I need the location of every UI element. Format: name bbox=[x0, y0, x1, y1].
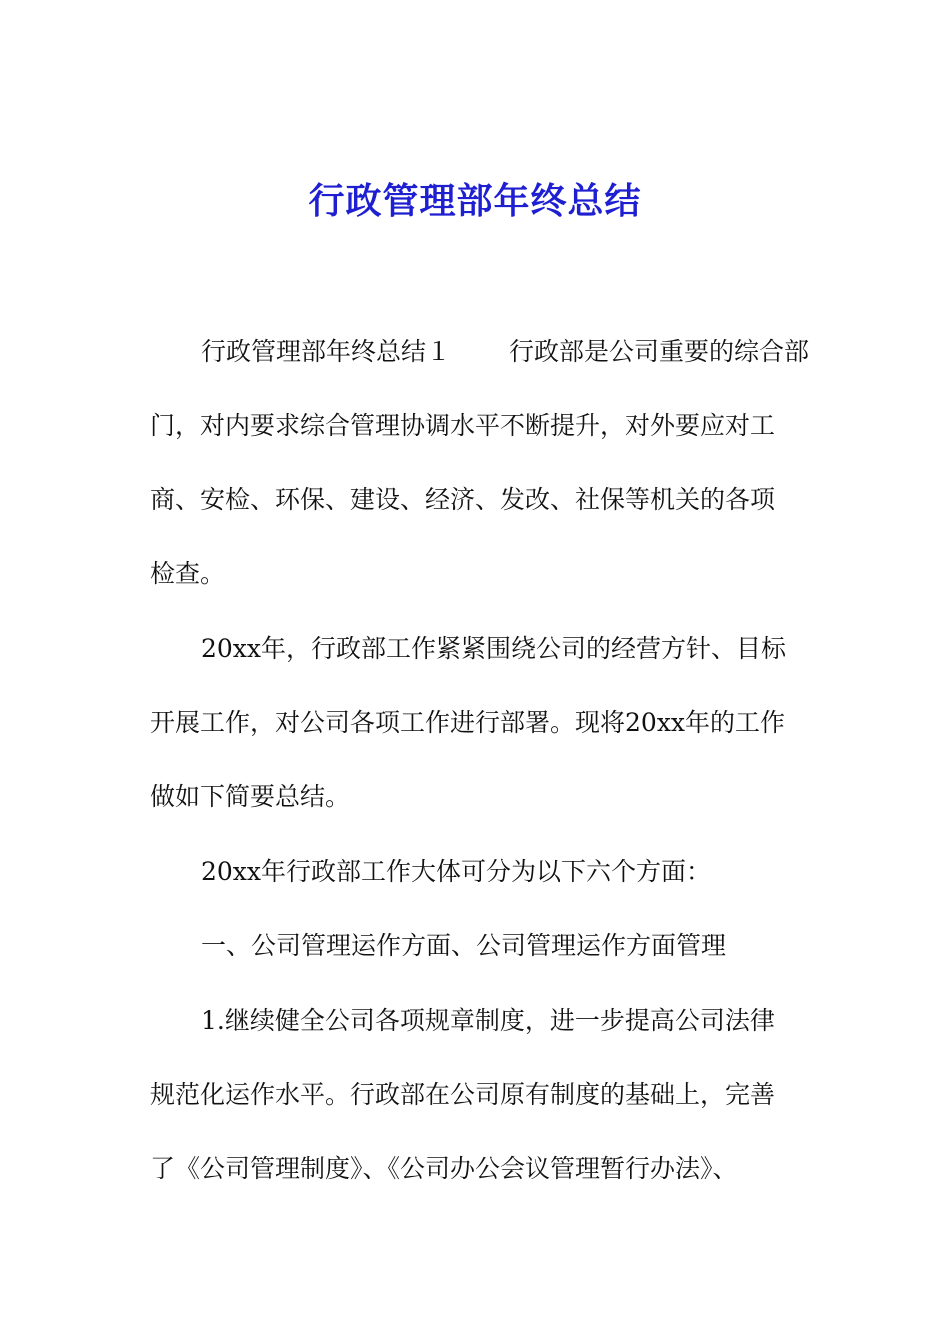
paragraph-line: 20xx年，行政部工作紧紧围绕公司的经营方针、目标 bbox=[201, 634, 787, 663]
paragraph-text: 行政部是公司重要的综合部 bbox=[509, 337, 810, 366]
paragraph-line: 1.继续健全公司各项规章制度，进一步提高公司法律 bbox=[201, 1006, 775, 1035]
paragraph-line: 开展工作，对公司各项工作进行部署。现将20xx年的工作 bbox=[150, 708, 786, 737]
paragraph-line: 了《公司管理制度》、《公司办公会议管理暂行办法》、 bbox=[150, 1154, 738, 1183]
section-heading-inline: 行政管理部年终总结１ bbox=[201, 337, 452, 366]
paragraph-line: 商、安检、环保、建设、经济、发改、社保等机关的各项 bbox=[150, 485, 776, 514]
paragraph-line: 20xx年行政部工作大体可分为以下六个方面： bbox=[201, 857, 712, 886]
document-title: 行政管理部年终总结 bbox=[308, 181, 642, 222]
paragraph-line: 检查。 bbox=[150, 559, 226, 588]
paragraph-line bbox=[201, 334, 811, 370]
paragraph-line: 做如下简要总结。 bbox=[150, 782, 351, 811]
section-heading: 一、公司管理运作方面、公司管理运作方面管理 bbox=[201, 931, 727, 960]
paragraph-line: 门，对内要求综合管理协调水平不断提升，对外要应对工 bbox=[150, 411, 776, 440]
paragraph-line: 规范化运作水平。行政部在公司原有制度的基础上，完善 bbox=[150, 1080, 776, 1109]
